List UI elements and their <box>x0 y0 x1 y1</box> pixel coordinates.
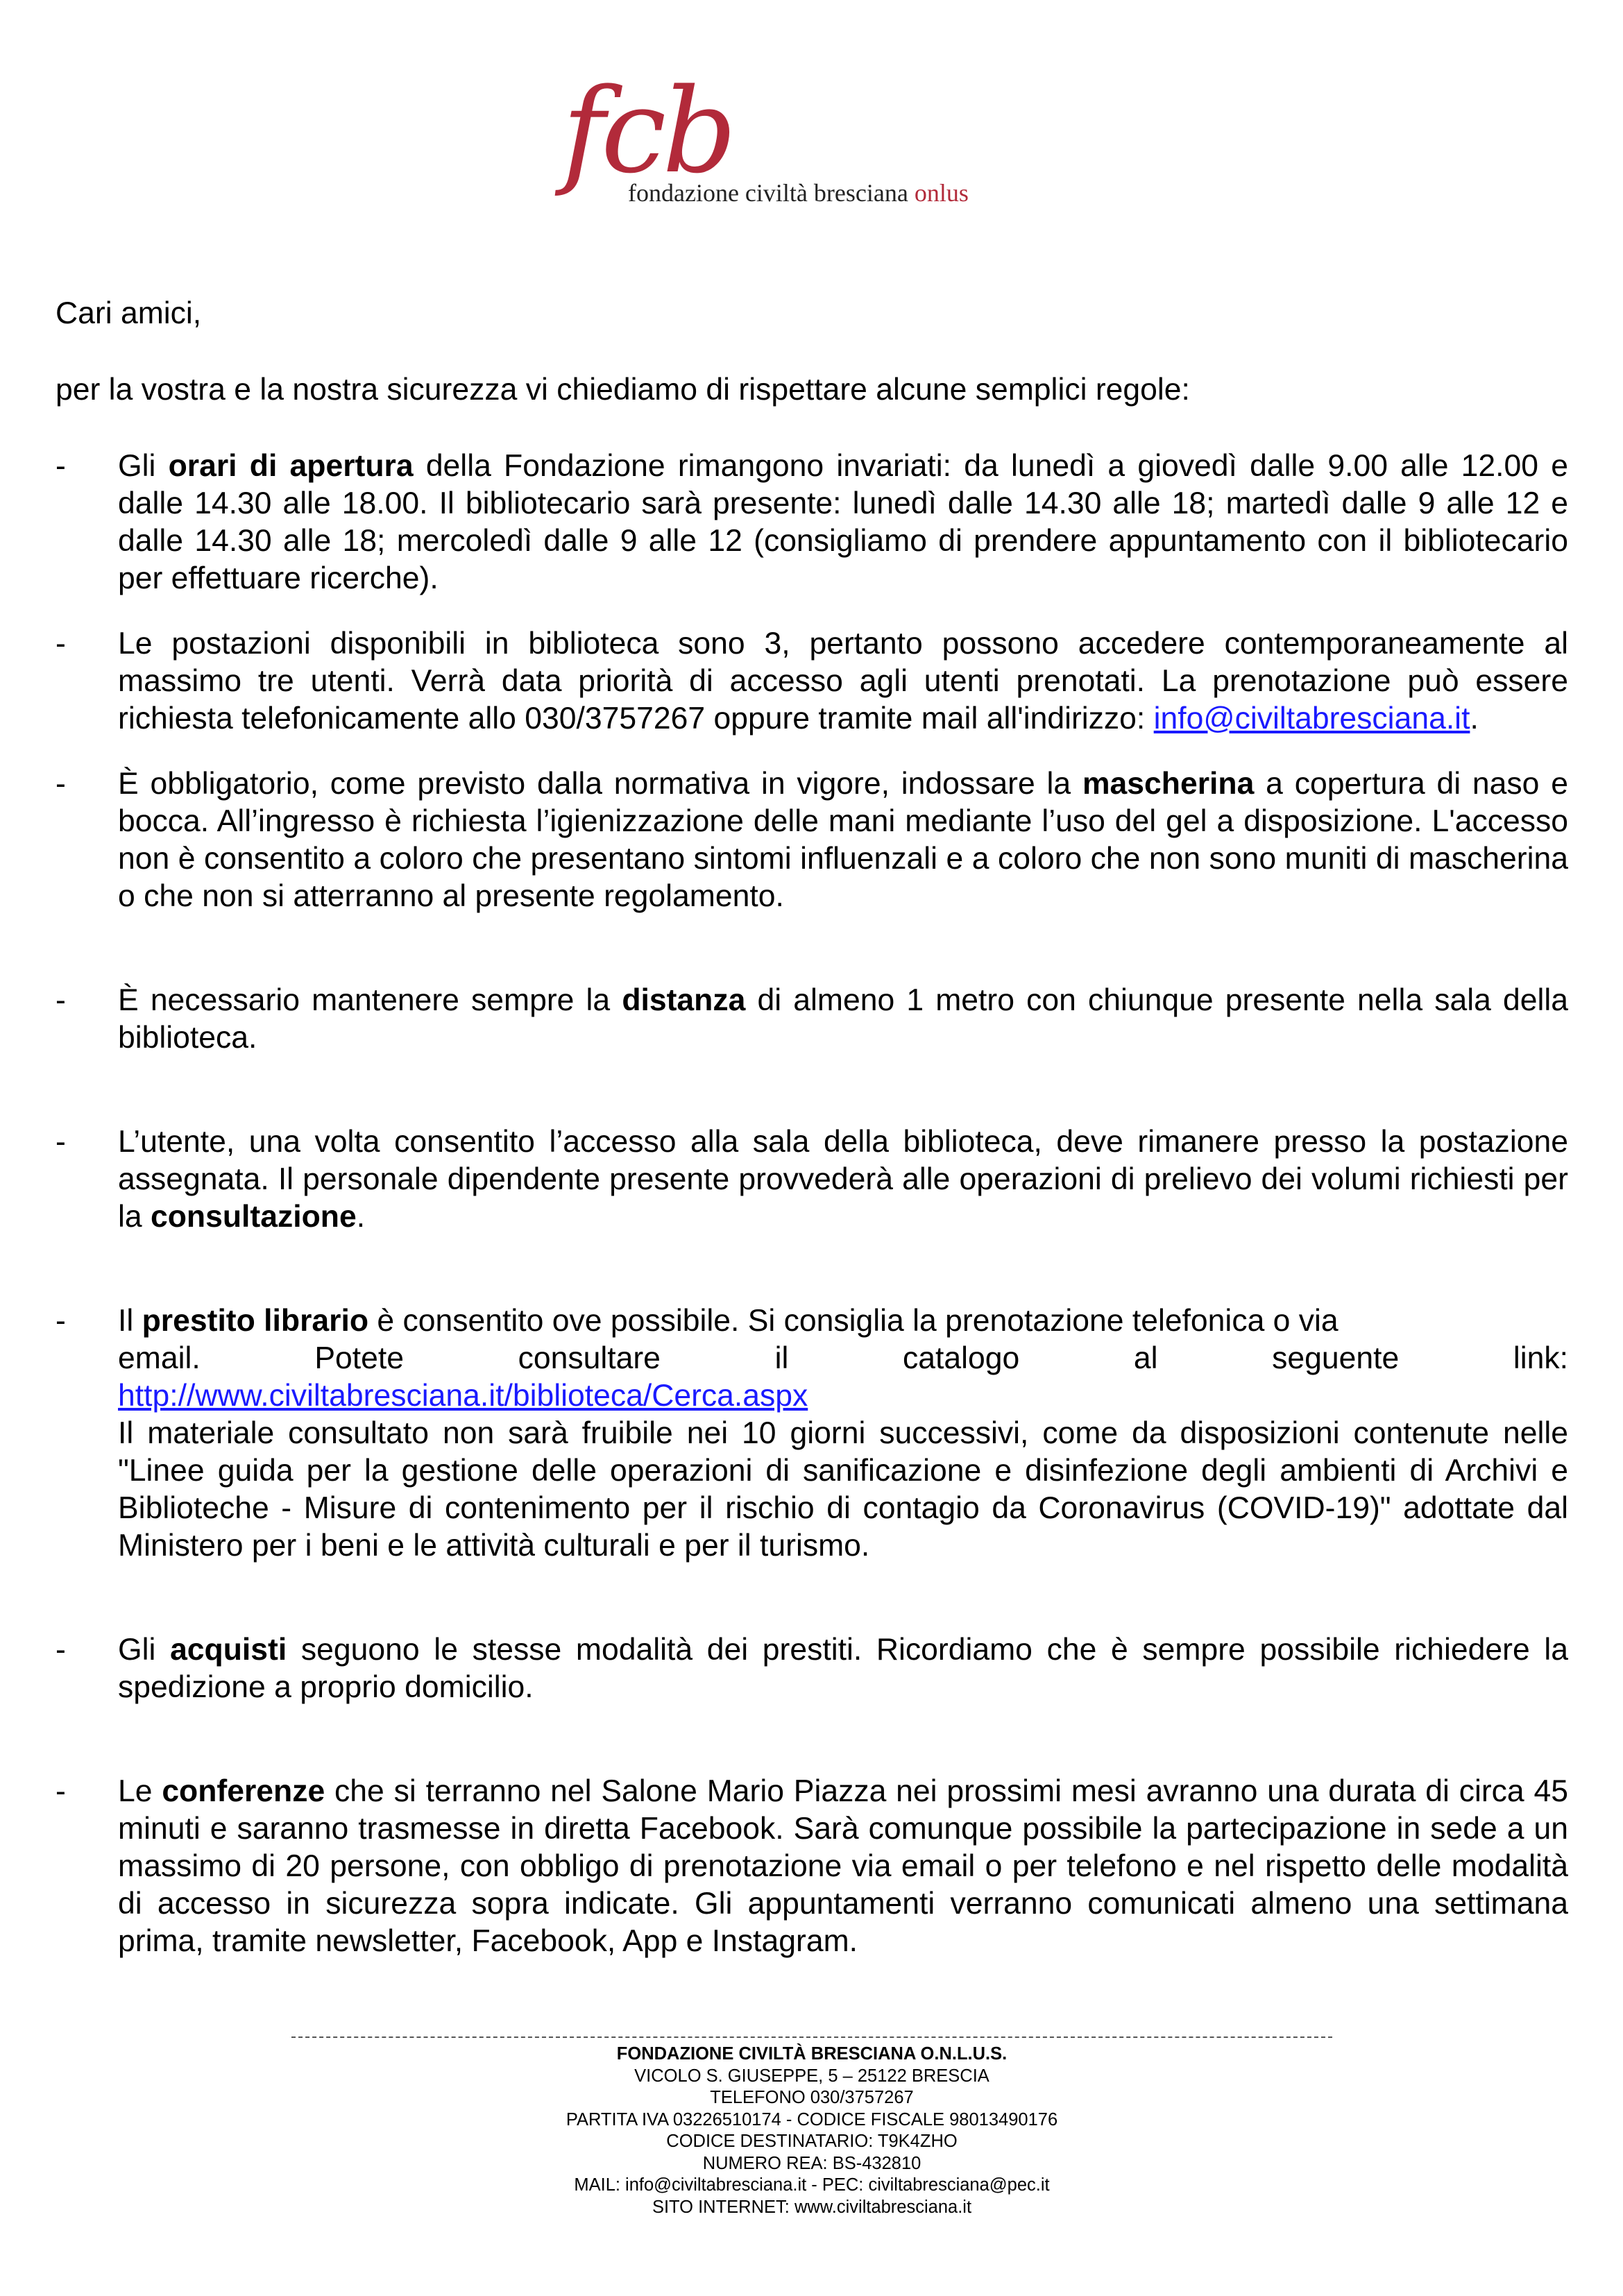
footer <box>291 2036 1332 2218</box>
logo-suffix: onlus <box>914 179 969 207</box>
rule-keyword: conferenze <box>162 1774 325 1808</box>
rule-distance <box>56 982 1568 1057</box>
footer-divider <box>291 2036 1332 2038</box>
rule-workstations <box>56 625 1568 738</box>
rule-text-part: è consentito ove possibile. Si consiglia la prenotazione telefonica o via <box>368 1304 1339 1338</box>
footer-rea: NUMERO REA: BS-432810 <box>702 2153 921 2173</box>
footer-organization: FONDAZIONE CIVILTÀ BRESCIANA O.N.L.U.S. <box>616 2044 1008 2064</box>
rule-text-part: Il <box>118 1304 142 1338</box>
catalog-word: seguente <box>1272 1341 1400 1375</box>
footer-address: VICOLO S. GIUSEPPE, 5 – 25122 BRESCIA <box>634 2066 989 2086</box>
rule-text-part: Gli <box>118 1633 171 1667</box>
rule-text-part: di almeno 1 metro con chiunque presente nella sala della biblioteca. <box>118 983 1568 1055</box>
rule-text-part: Gli <box>118 449 169 483</box>
email-link[interactable]: info@civiltabresciana.it <box>1153 701 1470 735</box>
rule-text-part: . <box>356 1200 366 1234</box>
catalog-word: link: <box>1513 1341 1568 1375</box>
rule-text-part: L’utente, una volta consentito l’accesso alla sala della biblioteca, deve rimanere presso la postazione assegnata. Il personale dipendente presente provvederà alle operazioni di prelievo dei volumi richiesti per la <box>118 1125 1568 1234</box>
rule-mask <box>56 765 1568 915</box>
rule-text-part: seguono le stesse modalità dei prestiti. Ricordiamo che è sempre possibile richiedere la spedizione a proprio domicilio. <box>118 1633 1568 1704</box>
rule-text-part: Le postazioni disponibili in biblioteca sono 3, pertanto possono accedere contemporaneamente al massimo tre utenti. Verrà data priorità di accesso agli utenti prenotati. La prenotazione può essere richiesta telefonicamente allo 030/3757267 oppure tramite mail all'indirizzo: <box>118 627 1568 735</box>
rule-text-part: della Fondazione rimangono invariati: da lunedì a giovedì dalle 9.00 alle 12.00 e dalle 14.30 alle 18.00. Il bibliotecario sarà presente: lunedì dalle 14.30 alle 18; martedì dalle 9 alle 12 e dalle 14.30 alle 18; mercoledì dalle 9 alle 12 (consigliamo di prendere appuntamento con il bibliotecario per effettuare ricerche). <box>118 449 1568 595</box>
footer-recipient-code: CODICE DESTINATARIO: T9K4ZHO <box>666 2132 958 2151</box>
footer-phone: TELEFONO 030/3757267 <box>710 2088 914 2107</box>
catalog-word: al <box>1133 1341 1158 1375</box>
catalog-word: email. <box>118 1341 201 1375</box>
rule-keyword: prestito librario <box>142 1304 369 1338</box>
list-dash: - <box>56 983 66 1017</box>
footer-tax: PARTITA IVA 03226510174 - CODICE FISCALE 98013490176 <box>566 2109 1058 2129</box>
logo-name: fondazione civiltà bresciana <box>628 179 908 207</box>
rule-conferences <box>56 1773 1568 1960</box>
list-dash: - <box>56 627 66 661</box>
rule-text <box>118 1123 1568 1236</box>
footer-mail: MAIL: info@civiltabresciana.it - PEC: civiltabresciana@pec.it <box>574 2175 1050 2195</box>
rules-list <box>56 448 1568 1960</box>
rule-text <box>118 765 1568 915</box>
intro-paragraph: per la vostra e la nostra sicurezza vi chiediamo di rispettare alcune semplici regole: <box>56 373 1190 407</box>
list-dash: - <box>56 767 66 801</box>
rule-text <box>118 982 1568 1057</box>
rule-text <box>118 625 1568 738</box>
greeting: Cari amici, <box>56 296 202 330</box>
catalog-link[interactable]: http://www.civiltabresciana.it/biblioteca/Cerca.aspx <box>118 1379 808 1413</box>
catalog-word: Potete <box>314 1341 404 1375</box>
letter-body <box>56 295 1568 1988</box>
rule-purchases <box>56 1631 1568 1706</box>
catalog-link-line <box>118 1377 1568 1415</box>
footer-website: SITO INTERNET: www.civiltabresciana.it <box>652 2197 972 2217</box>
rule-text <box>118 1773 1568 1960</box>
rule-text <box>118 1302 1568 1340</box>
list-dash: - <box>56 1125 66 1159</box>
rule-text-part: È obbligatorio, come previsto dalla normativa in vigore, indossare la <box>118 767 1082 801</box>
rule-keyword: orari di apertura <box>168 449 414 483</box>
rule-keyword: distanza <box>622 983 746 1017</box>
rule-text-part: che si terranno nel Salone Mario Piazza nei prossimi mesi avranno una durata di circa 45 minuti e saranno trasmesse in diretta Facebook. Sarà comunque possibile la partecipazione in sede a un massimo di 20 persone, con obbligo di prenotazione via email o per telefono e nel rispetto delle modalità di accesso in sicurezza sopra indicate. Gli appuntamenti verranno comunicati almeno una settimana prima, tramite newsletter, Facebook, App e Instagram. <box>118 1774 1568 1958</box>
catalog-word: catalogo <box>902 1341 1020 1375</box>
rule-keyword: mascherina <box>1082 767 1255 801</box>
catalog-line <box>118 1340 1568 1377</box>
rule-text <box>118 448 1568 597</box>
rule-opening-hours <box>56 448 1568 597</box>
list-dash: - <box>56 449 66 483</box>
rule-keyword: acquisti <box>170 1633 287 1667</box>
rule-keyword: consultazione <box>151 1200 357 1234</box>
rule-text-part: a copertura di naso e bocca. All’ingresso è richiesta l’igienizzazione delle mani mediante l’uso del gel a disposizione. L'accesso non è consentito a coloro che presentano sintomi influenzali e a coloro che non sono muniti di mascherina o che non si atterranno al presente regolamento. <box>118 767 1568 913</box>
catalog-word: il <box>774 1341 789 1375</box>
logo-mark: fcb <box>562 63 733 199</box>
catalog-word: consultare <box>518 1341 661 1375</box>
list-dash: - <box>56 1304 66 1338</box>
rule-text-part: Le <box>118 1774 162 1808</box>
rule-text: Il materiale consultato non sarà fruibile nei 10 giorni successivi, come da disposizioni contenute nelle "Linee guida per la gestione delle operazioni di sanificazione e disinfezione degli ambienti di Archivi e Biblioteche - Misure di contenimento per il rischio di contagio da Coronavirus (COVID-19)" adottate dal Ministero per i beni e le attività culturali e per il turismo. <box>118 1416 1568 1563</box>
logo <box>562 63 1020 281</box>
list-dash: - <box>56 1774 66 1808</box>
rule-loans <box>56 1302 1568 1565</box>
rule-consultation <box>56 1123 1568 1236</box>
rule-text <box>118 1631 1568 1706</box>
rule-text-part: È necessario mantenere sempre la <box>118 983 622 1017</box>
rule-text-part: . <box>1470 701 1479 735</box>
list-dash: - <box>56 1633 66 1667</box>
logo-wordmark <box>628 178 969 207</box>
